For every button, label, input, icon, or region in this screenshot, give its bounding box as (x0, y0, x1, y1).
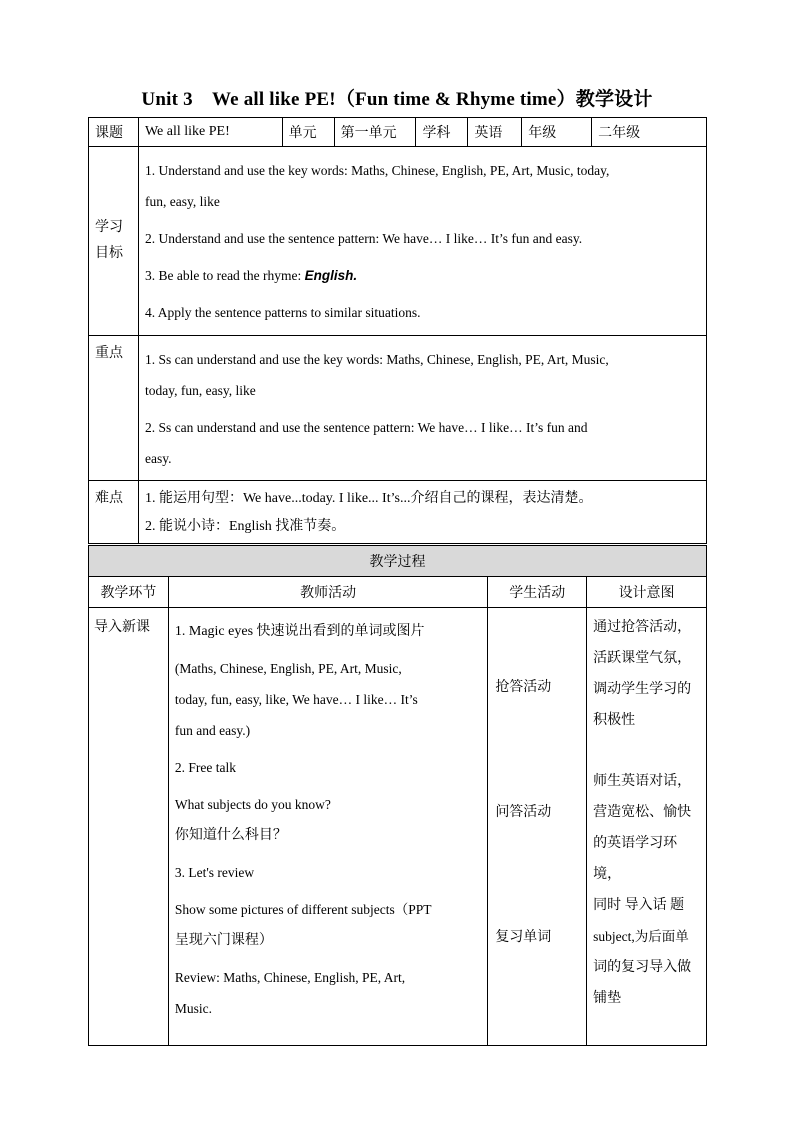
teacher-line: (Maths, Chinese, English, PE, Art, Music, (174, 661, 402, 676)
difficulty-line: 1. 能运用句型：We have...today. I like... It’s...介绍自己的课程，表达清楚。 (144, 491, 593, 506)
teacher-line: What subjects do you know? (174, 797, 331, 812)
objective-line: fun, easy, like (144, 194, 220, 209)
design-intent-cell (587, 608, 707, 1046)
intent-line: subject,为后面单 (593, 929, 689, 944)
header-student: 学生活动 (488, 577, 587, 608)
intent-line: 铺垫 (593, 991, 622, 1006)
page-title: Unit 3 We all like PE!（Fun time & Rhyme time）教学设计 (141, 89, 653, 110)
objectives-cell (138, 147, 706, 336)
teacher-line: 呈现六门课程） (174, 933, 273, 948)
student-activity: 抢答活动 (495, 680, 552, 695)
teacher-line: Music. (174, 1001, 212, 1016)
intent-line: 活跃课堂气氛， (593, 651, 692, 666)
teacher-activity-cell (168, 608, 487, 1046)
difficulties-label: 难点 (95, 491, 123, 506)
intent-line: 调动学生学习的 (593, 682, 692, 697)
rhyme-text: 3. Be able to read the rhyme: (144, 268, 302, 283)
student-activity: 问答活动 (495, 805, 552, 820)
teacher-line: today, fun, easy, like, We have… I like… It’s (174, 692, 418, 707)
objective-line (139, 260, 706, 291)
key-point-line: 2. Ss can understand and use the sentence pattern: We have… I like… It’s fun and (144, 420, 588, 435)
teacher-line: 你知道什么科目？ (174, 828, 287, 843)
header-stage: 教学环节 (89, 577, 169, 608)
header-teacher: 教师活动 (168, 577, 487, 608)
difficulties-cell (138, 481, 706, 544)
teacher-line: fun and easy.) (174, 723, 251, 738)
objective-line: 4. Apply the sentence patterns to similar situations. (144, 305, 421, 320)
intent-line: 营造宽松、愉快 (593, 805, 692, 820)
key-points-cell (138, 336, 706, 481)
teacher-line: 2. Free talk (174, 760, 236, 775)
unit-label: 单元 (282, 118, 334, 147)
header-intent: 设计意图 (587, 577, 707, 608)
stage-label: 导入新课 (94, 620, 150, 635)
subject-value: 英语 (468, 118, 522, 147)
grade-label: 年级 (522, 118, 592, 147)
teacher-line: Show some pictures of different subjects（PPT (174, 902, 432, 917)
grade-value: 二年级 (592, 118, 707, 147)
unit-value: 第一单元 (334, 118, 416, 147)
topic-label: 课题 (89, 118, 139, 147)
key-point-line: 1. Ss can understand and use the key words: Maths, Chinese, English, PE, Art, Music, (144, 352, 609, 367)
teacher-line: Review: Maths, Chinese, English, PE, Art, (174, 970, 406, 985)
key-points-label: 重点 (95, 346, 123, 361)
intent-line: 词的复习导入做 (593, 960, 692, 975)
rhyme-title: English. (304, 268, 358, 283)
intent-line: 同时 导入话 题 (593, 898, 685, 913)
lesson-info-table (88, 117, 707, 544)
intent-line: 师生英语对话， (593, 774, 692, 789)
subject-label: 学科 (416, 118, 468, 147)
process-section-title: 教学过程 (89, 546, 707, 577)
objective-line: 1. Understand and use the key words: Maths, Chinese, English, PE, Art, Music, today, (144, 163, 610, 178)
teacher-line: 1. Magic eyes 快速说出看到的单词或图片 (174, 624, 425, 639)
intent-line: 的英语学习环境， (593, 836, 678, 882)
teaching-process-table (88, 545, 707, 1046)
topic-value: We all like PE! (138, 118, 282, 147)
intent-line: 积极性 (593, 713, 636, 728)
objective-line: 2. Understand and use the sentence pattern: We have… I like… It’s fun and easy. (144, 231, 583, 246)
difficulty-line: 2. 能说小诗：English 找准节奏。 (144, 519, 346, 534)
teacher-line: 3. Let's review (174, 865, 255, 880)
student-activity: 复习单词 (495, 930, 552, 945)
student-activity-cell (488, 608, 587, 1046)
key-point-line: easy. (144, 451, 172, 466)
key-point-line: today, fun, easy, like (144, 383, 256, 398)
objectives-label: 学习目标 (95, 220, 123, 261)
intent-line: 通过抢答活动， (593, 620, 692, 635)
